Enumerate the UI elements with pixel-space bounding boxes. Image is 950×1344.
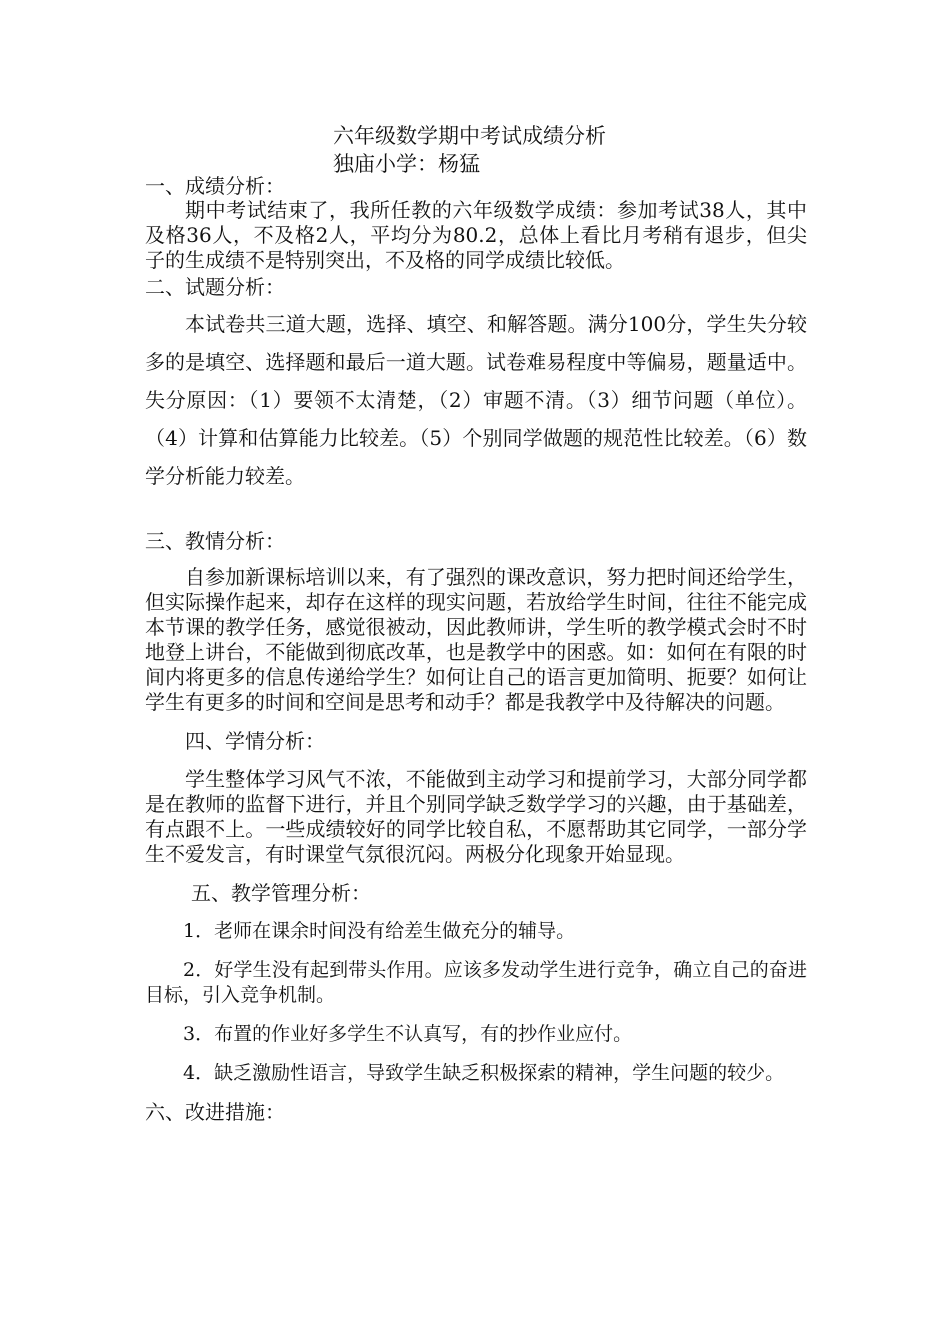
document-title: 六年级数学期中考试成绩分析 bbox=[333, 124, 606, 148]
management-item-3: 3．布置的作业好多学生不认真写，有的抄作业应付。 bbox=[183, 1023, 633, 1045]
section-heading-1: 一、成绩分析： bbox=[145, 174, 285, 198]
section-heading-5: 五、教学管理分析： bbox=[191, 881, 371, 905]
management-item-2: 2．好学生没有起到带头作用。应该多发动学生进行竞争，确立自己的奋进目标，引入竞争机制。 bbox=[145, 959, 807, 1006]
section-4-paragraph: 学生整体学习风气不浓，不能做到主动学习和提前学习，大部分同学都是在教师的监督下进行，并且个别同学缺乏数学学习的兴趣，由于基础差，有点跟不上。一些成绩较好的同学比较自私，不愿帮助其它同学，一部分学生不爱发言，有时课堂气氛很沉闷。两极分化现象开始显现。 bbox=[145, 767, 807, 866]
section-heading-2: 二、试题分析： bbox=[145, 275, 285, 299]
section-heading-3: 三、教情分析： bbox=[145, 529, 285, 553]
management-item-1: 1．老师在课余时间没有给差生做充分的辅导。 bbox=[183, 920, 576, 942]
section-heading-6: 六、改进措施： bbox=[145, 1100, 285, 1124]
section-heading-4: 四、学情分析： bbox=[185, 729, 325, 753]
section-3-paragraph: 自参加新课标培训以来，有了强烈的课改意识，努力把时间还给学生，但实际操作起来，却存在这样的现实问题，若放给学生时间，往往不能完成本节课的教学任务，感觉很被动，因此教师讲，学生听的教学模式会时不时地登上讲台，不能做到彻底改革，也是教学中的困惑。如：如何在有限的时间内将更多的信息传递给学生？如何让自己的语言更加简明、扼要？如何让学生有更多的时间和空间是思考和动手？都是我教学中及待解决的问题。 bbox=[145, 565, 807, 714]
section-1-paragraph: 期中考试结束了，我所任教的六年级数学成绩：参加考试38人，其中及格36人，不及格2人，平均分为80.2，总体上看比月考稍有退步，但尖子的生成绩不是特别突出，不及格的同学成绩比较低。 bbox=[145, 198, 807, 272]
section-2-paragraph: 本试卷共三道大题，选择、填空、和解答题。满分100分，学生失分较多的是填空、选择题和最后一道大题。试卷难易程度中等偏易，题量适中。失分原因：（1）要领不太清楚，（2）审题不清。（3）细节问题（单位）。（4）计算和估算能力比较差。（5）个别同学做题的规范性比较差。（6）数学分析能力较差。 bbox=[145, 312, 807, 488]
title-block bbox=[333, 122, 753, 178]
author-line: 独庙小学：杨猛 bbox=[333, 152, 480, 176]
document-body bbox=[145, 174, 807, 1124]
management-item-4: 4．缺乏激励性语言，导致学生缺乏积极探索的精神，学生问题的较少。 bbox=[183, 1062, 785, 1084]
